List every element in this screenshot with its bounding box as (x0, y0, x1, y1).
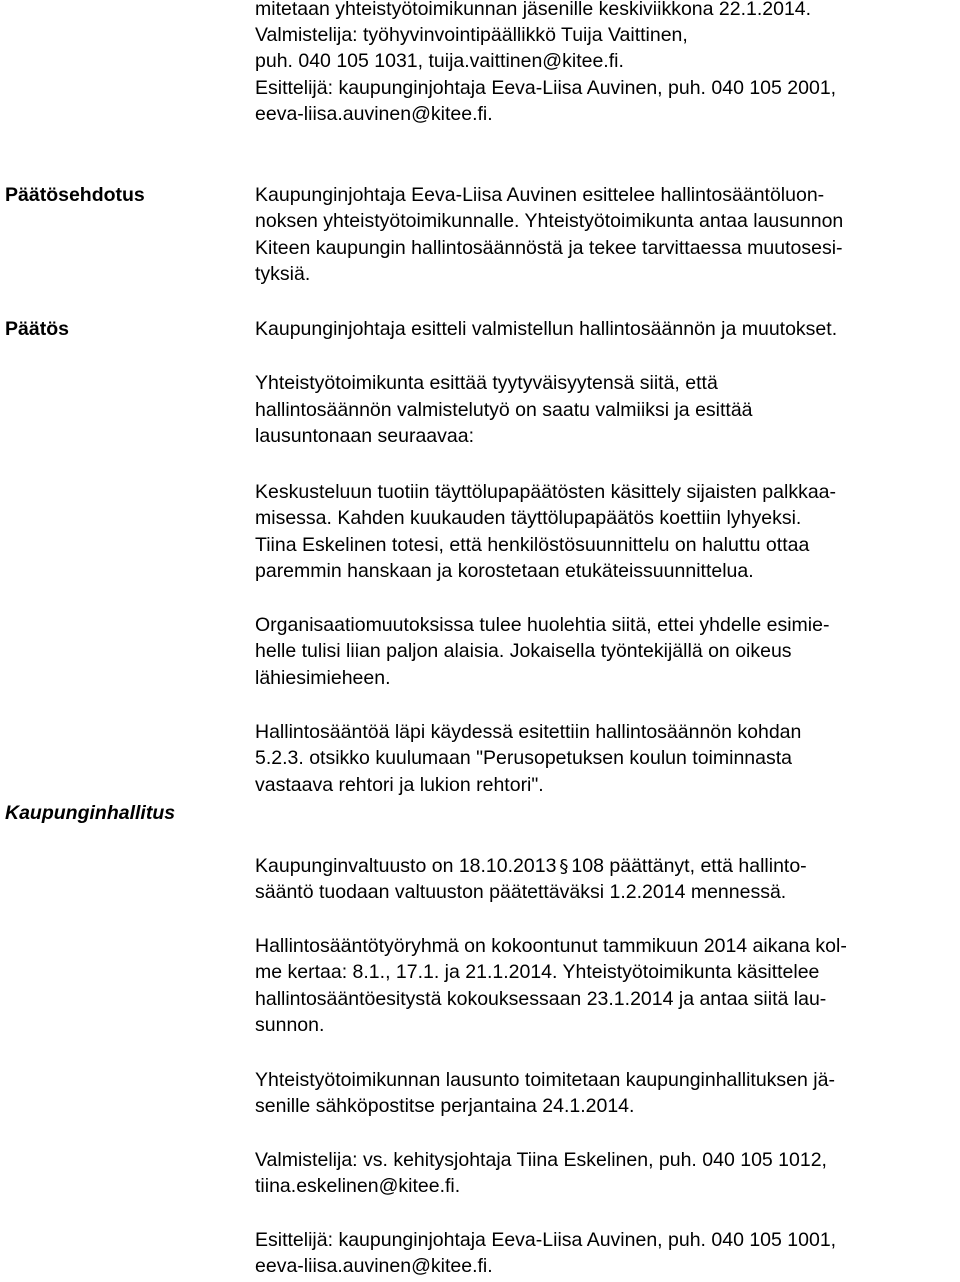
body-text-line: Kaupunginjohtaja esitteli valmistellun hallintosäännön ja muutokset. (255, 318, 838, 340)
section-label-paatosehdotus: Päätösehdotus (5, 184, 145, 206)
body-text-line: mitetaan yhteistyötoimikunnan jäsenille keskiviikkona 22.1.2014. (255, 0, 812, 20)
body-text-line: Kaupunginjohtaja Eeva-Liisa Auvinen esittelee hallintosääntöluon- (255, 184, 825, 206)
body-text-line: eeva-liisa.auvinen@kitee.fi. (255, 1255, 493, 1277)
body-text-line: Kiteen kaupungin hallintosäännöstä ja tekee tarvittaessa muutosesi- (255, 237, 843, 259)
body-text-line: Valmistelija: vs. kehitysjohtaja Tiina Eskelinen, puh. 040 105 1012, (255, 1149, 827, 1171)
body-text-line: Organisaatiomuutoksissa tulee huolehtia siitä, ettei yhdelle esimie- (255, 614, 830, 636)
body-text-line: Keskusteluun tuotiin täyttölupapäätösten käsittely sijaisten palkkaa- (255, 481, 837, 503)
body-text-line: eeva-liisa.auvinen@kitee.fi. (255, 103, 493, 125)
body-text-line: 5.2.3. otsikko kuulumaan "Perusopetuksen koulun toiminnasta (255, 747, 792, 769)
body-text-line: paremmin hanskaan ja korostetaan etukäteissuunnittelua. (255, 560, 754, 582)
body-text-line: misessa. Kahden kuukauden täyttölupapäätös koettiin lyhyeksi. (255, 507, 802, 529)
body-text-line: lähiesimieheen. (255, 667, 391, 689)
body-text-line: puh. 040 105 1031, tuija.vaittinen@kitee.fi. (255, 50, 624, 72)
body-text-line: sunnon. (255, 1014, 325, 1036)
body-text-line: tyksiä. (255, 263, 311, 285)
body-text-line: Esittelijä: kaupunginjohtaja Eeva-Liisa Auvinen, puh. 040 105 2001, (255, 77, 837, 99)
section-label-kaupunginhallitus: Kaupunginhallitus (5, 802, 176, 824)
section-sign: § (559, 856, 569, 877)
body-text-line: lausuntonaan seuraavaa: (255, 425, 475, 447)
body-text-line: noksen yhteistyötoimikunnalle. Yhteistyötoimikunta antaa lausunnon (255, 210, 844, 232)
body-text-fragment: Kaupunginvaltuusto on 18.10.2013 (255, 855, 557, 877)
body-text-line: Yhteistyötoimikunnan lausunto toimitetaan kaupunginhallituksen jä- (255, 1069, 835, 1091)
body-text-line: hallintosäännön valmistelutyö on saatu valmiiksi ja esittää (255, 399, 753, 421)
body-text-line: Tiina Eskelinen totesi, että henkilöstösuunnittelu on haluttu ottaa (255, 534, 810, 556)
body-text-line: Yhteistyötoimikunta esittää tyytyväisyytensä siitä, että (255, 372, 718, 394)
body-text-line: Esittelijä: kaupunginjohtaja Eeva-Liisa Auvinen, puh. 040 105 1001, (255, 1229, 837, 1251)
body-text-line: hallintosääntöesitystä kokouksessaan 23.1.2014 ja antaa siitä lau- (255, 988, 827, 1010)
body-text-line: Hallintosääntöä läpi käydessä esitettiin hallintosäännön kohdan (255, 721, 802, 743)
body-text-line: senille sähköpostitse perjantaina 24.1.2014. (255, 1095, 635, 1117)
body-text-line: Hallintosääntötyöryhmä on kokoontunut tammikuun 2014 aikana kol- (255, 935, 847, 957)
body-text-line (255, 853, 807, 881)
section-label-paatos: Päätös (5, 318, 69, 340)
body-text-line: Valmistelija: työhyvinvointipäällikkö Tuija Vaittinen, (255, 24, 688, 46)
body-text-line: sääntö tuodaan valtuuston päätettäväksi 1.2.2014 mennessä. (255, 881, 787, 903)
body-text-fragment: 108 päättänyt, että hallinto- (571, 855, 807, 877)
body-text-line: tiina.eskelinen@kitee.fi. (255, 1175, 461, 1197)
body-text-line: me kertaa: 8.1., 17.1. ja 21.1.2014. Yhteistyötoimikunta käsittelee (255, 961, 820, 983)
body-text-line: helle tulisi liian paljon alaisia. Jokaisella työntekijällä on oikeus (255, 640, 792, 662)
body-text-line: vastaava rehtori ja lukion rehtori". (255, 774, 544, 796)
